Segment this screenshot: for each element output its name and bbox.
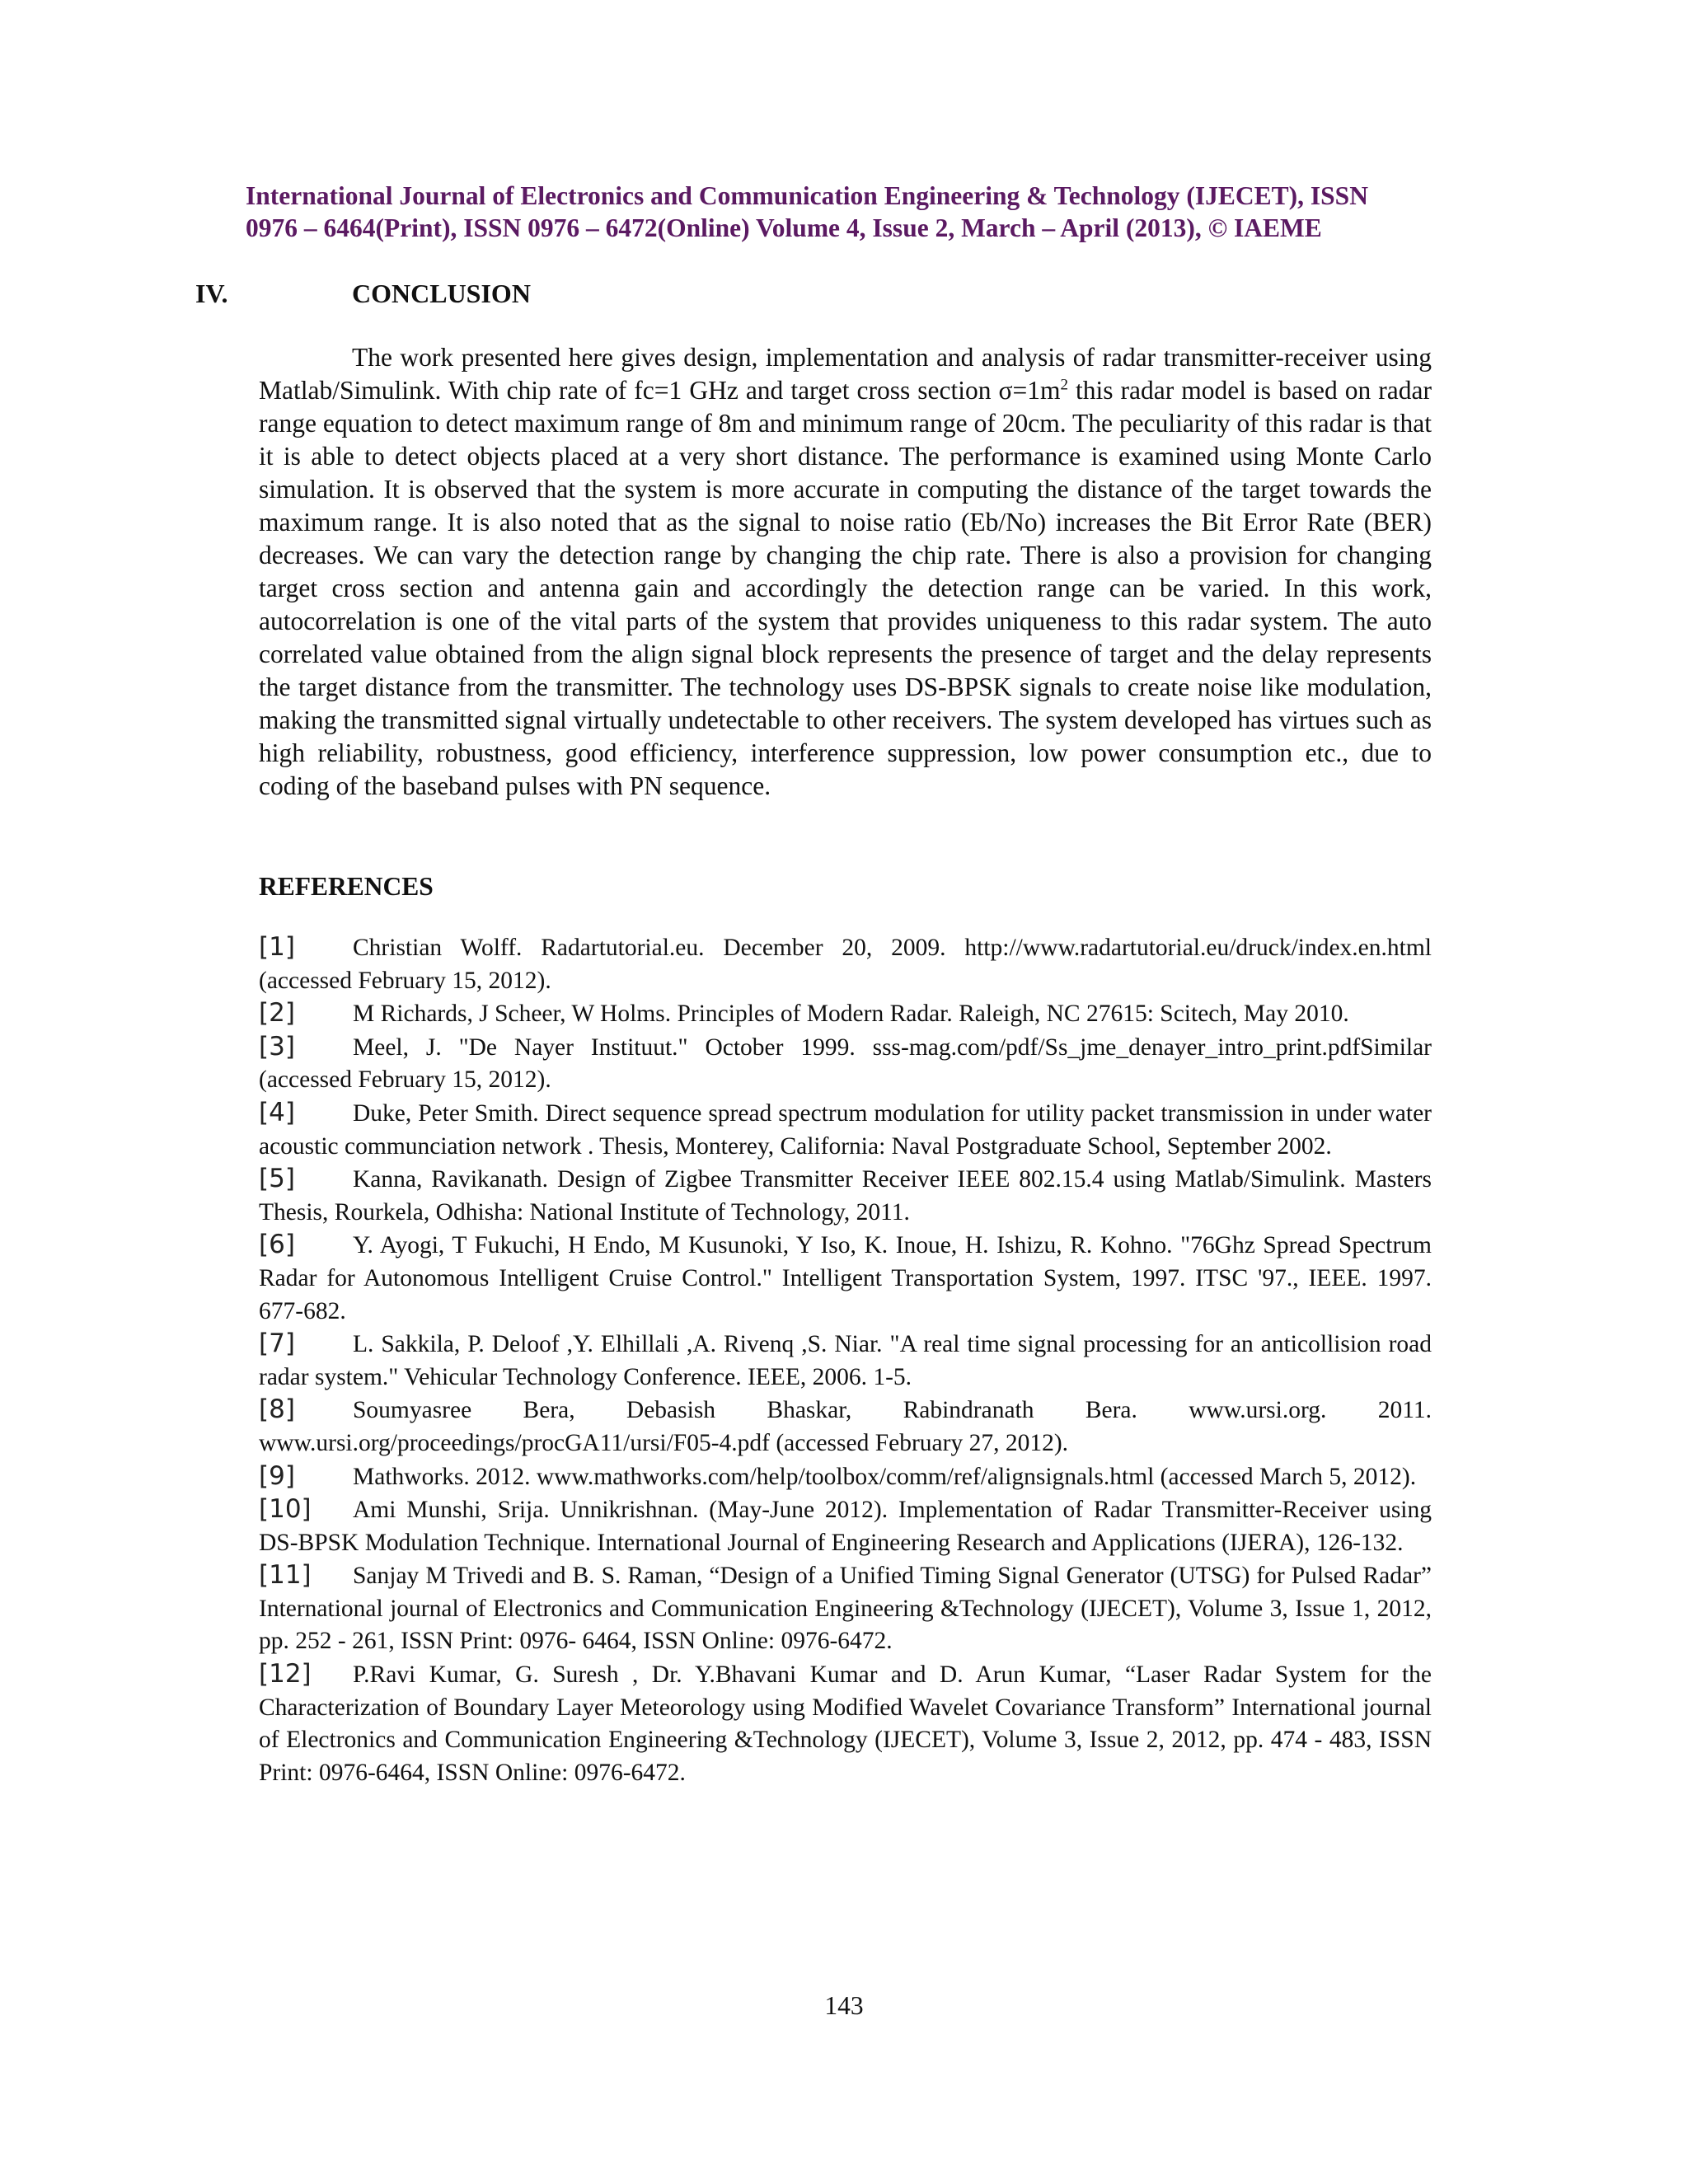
references-heading: REFERENCES bbox=[259, 872, 434, 901]
conclusion-paragraph bbox=[259, 341, 1432, 803]
reference-text: L. Sakkila, P. Deloof ,Y. Elhillali ,A. Rivenq ,S. Niar. "A real time signal processing for an anticollision road radar system." Vehicular Technology Conference. IEEE, 2006. 1-5. bbox=[259, 1331, 1432, 1390]
reference-number: [10] bbox=[259, 1494, 312, 1525]
reference-item bbox=[259, 1031, 1432, 1097]
reference-item bbox=[259, 1328, 1432, 1394]
section-number: IV. bbox=[195, 279, 228, 308]
reference-item bbox=[259, 1460, 1432, 1494]
reference-text: Meel, J. "De Nayer Instituut." October 1999. sss-mag.com/pdf/Ss_jme_denayer_intro_print.pdfSimilar (accessed February 15, 2012). bbox=[259, 1033, 1432, 1094]
reference-item bbox=[259, 997, 1432, 1031]
reference-item bbox=[259, 1559, 1432, 1658]
reference-text: P.Ravi Kumar, G. Suresh , Dr. Y.Bhavani Kumar and D. Arun Kumar, “Laser Radar System for the Characterization of Boundary Layer Meteorology using Modified Wavelet Covariance Transform” International journal of Electronics and Communication Engineering &Technology (IJECET), Volume 3, Issue 2, 2012, pp. 474 - 483, ISSN Print: 0976-6464, ISSN Online: 0976-6472. bbox=[259, 1661, 1432, 1786]
reference-number: [9] bbox=[259, 1460, 295, 1491]
reference-number: [2] bbox=[259, 998, 295, 1029]
reference-item bbox=[259, 1394, 1432, 1460]
section-heading bbox=[195, 277, 1432, 310]
reference-number: [12] bbox=[259, 1659, 312, 1690]
reference-text: Y. Ayogi, T Fukuchi, H Endo, M Kusunoki, Y Iso, K. Inoue, H. Ishizu, R. Kohno. "76Ghz Spread Spectrum Radar for Autonomous Intelligent Cruise Control." Intelligent Transportation System, 1997. ITSC '97., IEEE. 1997. 677-682. bbox=[259, 1232, 1432, 1324]
reference-number: [7] bbox=[259, 1329, 295, 1359]
reference-number: [3] bbox=[259, 1031, 295, 1062]
conclusion-text-part2: this radar model is based on radar range equation to detect maximum range of 8m and minimum range of 20cm. The peculiarity of this radar is that it is able to detect objects placed at a very short distance. The performance is examined using Monte Carlo simulation. It is observed that the system is more accurate in computing the distance of the target towards the maximum range. It is also noted that as the signal to noise ratio (Eb/No) increases the Bit Error Rate (BER) decreases. We can vary the detection range by changing the chip rate. There is also a provision for changing target cross section and antenna gain and accordingly the detection range can be varied. In this work, autocorrelation is one of the vital parts of the system that provides uniqueness to this radar system. The auto correlated value obtained from the align signal block represents the presence of target and the delay represents the target distance from the transmitter. The technology uses DS-BPSK signals to create noise like modulation, making the transmitted signal virtually undetectable to other receivers. The system developed has virtues such as high reliability, robustness, good efficiency, interference suppression, low power consumption etc., due to coding of the baseband pulses with PN sequence. bbox=[259, 376, 1432, 800]
header-line-1: International Journal of Electronics and Communication Engineering & Technology (IJECET), ISSN bbox=[246, 181, 1368, 210]
reference-text: Ami Munshi, Srija. Unnikrishnan. (May-June 2012). Implementation of Radar Transmitter-Receiver using DS-BPSK Modulation Technique. International Journal of Engineering Research and Applications (IJERA), 126-132. bbox=[259, 1497, 1432, 1556]
reference-number: [1] bbox=[259, 932, 295, 962]
reference-number: [6] bbox=[259, 1230, 295, 1260]
reference-text: Mathworks. 2012. www.mathworks.com/help/toolbox/comm/ref/alignsignals.html (accessed March 5, 2012). bbox=[353, 1463, 1417, 1490]
reference-text: M Richards, J Scheer, W Holms. Principles of Modern Radar. Raleigh, NC 27615: Scitech, May 2010. bbox=[353, 1001, 1349, 1028]
reference-text: Kanna, Ravikanath. Design of Zigbee Transmitter Receiver IEEE 802.15.4 using Matlab/Simulink. Masters Thesis, Rourkela, Odhisha: National Institute of Technology, 2011. bbox=[259, 1166, 1432, 1226]
reference-text: Christian Wolff. Radartutorial.eu. December 20, 2009. http://www.radartutorial.eu/druck/index.en.html (accessed February 15, 2012). bbox=[259, 935, 1432, 994]
page-number: 143 bbox=[824, 1991, 864, 2020]
reference-item bbox=[259, 1097, 1432, 1163]
reference-number: [4] bbox=[259, 1097, 295, 1127]
reference-text: Duke, Peter Smith. Direct sequence spread spectrum modulation for utility packet transmission in under water acoustic communciation network . Thesis, Monterey, California: Naval Postgraduate School, September 2002. bbox=[259, 1099, 1432, 1160]
conclusion-text-part1: The work presented here gives design, implementation and analysis of radar transmitter-receiver using Matlab/Simulink. With chip rate of fc=1 GHz and target cross section σ=1m bbox=[259, 343, 1432, 405]
journal-running-header bbox=[246, 180, 1432, 244]
reference-number: [11] bbox=[259, 1560, 312, 1591]
reference-text: Soumyasree Bera, Debasish Bhaskar, Rabindranath Bera. www.ursi.org. 2011. www.ursi.org/proceedings/procGA11/ursi/F05-4.pdf (accessed February 27, 2012). bbox=[259, 1397, 1432, 1456]
header-line-2: 0976 – 6464(Print), ISSN 0976 – 6472(Online) Volume 4, Issue 2, March – April (2013), © IAEME bbox=[246, 213, 1322, 242]
reference-item bbox=[259, 1229, 1432, 1328]
reference-item bbox=[259, 931, 1432, 997]
reference-number: [8] bbox=[259, 1394, 295, 1425]
reference-number: [5] bbox=[259, 1164, 295, 1194]
reference-item bbox=[259, 1163, 1432, 1229]
reference-list bbox=[259, 931, 1432, 1789]
reference-item bbox=[259, 1658, 1432, 1789]
superscript-squared: 2 bbox=[1060, 376, 1068, 394]
reference-text: Sanjay M Trivedi and B. S. Raman, “Design of a Unified Timing Signal Generator (UTSG) for Pulsed Radar” International journal of Electronics and Communication Engineering &Technology (IJECET), Volume 3, Issue 1, 2012, pp. 252 - 261, ISSN Print: 0976- 6464, ISSN Online: 0976-6472. bbox=[259, 1563, 1432, 1655]
section-title: CONCLUSION bbox=[352, 279, 531, 308]
reference-item bbox=[259, 1493, 1432, 1559]
